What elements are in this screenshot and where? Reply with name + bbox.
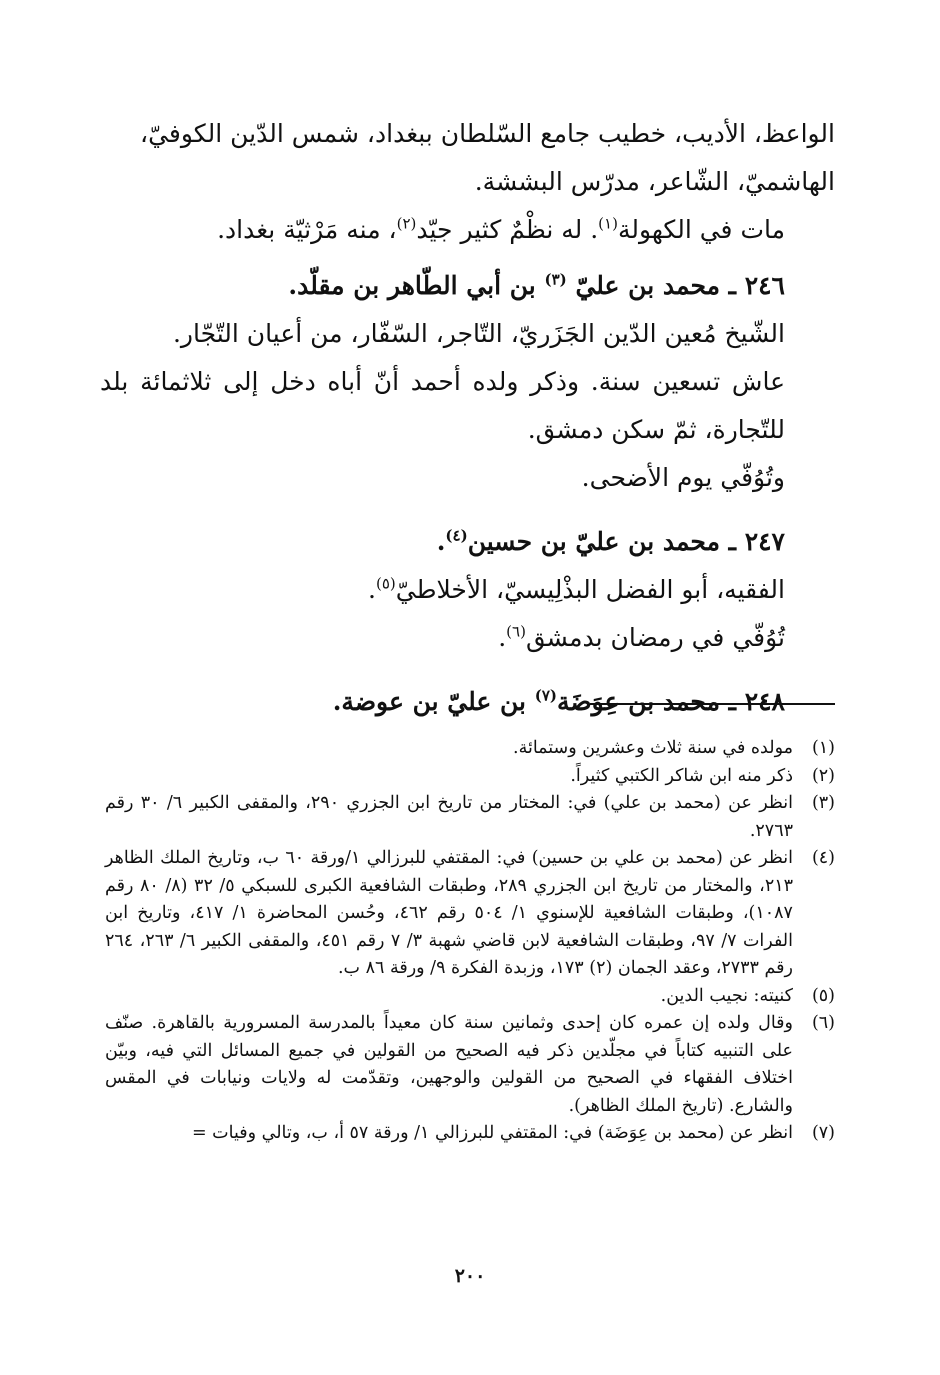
footnote-6 xyxy=(105,1010,835,1120)
footnote-number: (٥) xyxy=(811,985,835,1006)
footnote-ref-7[interactable]: (٧) xyxy=(534,686,557,705)
footnote-ref-1[interactable]: (١) xyxy=(598,214,618,233)
footnote-ref-2[interactable]: (٢) xyxy=(396,214,417,233)
footnote-text: انظر عن (محمد بن علي) في: المختار من تاريخ ابن الجزري ٢٩٠، والمقفى الكبير ٦/ ٣٠ رقم ٢٧٦٣. xyxy=(105,793,793,841)
entry-247-death: تُوُفّي في رمضان بدمشق$^{(٦)}$. xyxy=(498,622,785,652)
footnotes xyxy=(105,735,835,1148)
main-text xyxy=(100,110,835,726)
footnote-number: (٣) xyxy=(811,793,835,813)
footnote-number: (١) xyxy=(811,738,835,758)
footnote-ref-5[interactable]: (٥) xyxy=(376,574,396,593)
continuation-line-1: الواعظ، الأديب، خطيب جامع السّلطان ببغداد، شمس الدّين الكوفيّ، xyxy=(140,119,835,148)
entry-246-description: الشّيخ مُعين الدّين الجَزَريّ، التّاجر، السّفّار، من أعيان التّجّار. xyxy=(172,319,785,348)
entry-247-description: الفقيه، أبو الفضل البذْلِيسيّ، الأخلاطيّ$^{(٥)}$. xyxy=(368,574,785,604)
continuation-line-2: الهاشميّ، الشّاعر، مدرّس البششة. xyxy=(474,167,835,196)
footnote-ref-3[interactable]: (٣) xyxy=(544,270,567,289)
footnote-2 xyxy=(105,763,835,791)
footnote-number: (٦) xyxy=(811,1013,835,1033)
entry-246-heading: ٢٤٦ ـ محمد بن عليّ $^{(٣)}$ بن أبي الطّاهر بن مقلّد. xyxy=(288,270,785,300)
footnote-text: وقال ولده إن عمره كان إحدى وثمانين سنة كان معيداً بالمدرسة المسرورية بالقاهرة. صنّف على التنبيه كتاباً في مجلّدين ذكر فيه الصحيح من القولين في جميع المسائل التي فيه، وبيّن اختلاف الفقهاء في الصحيح من القولين والوجهين، وتقدّمت له ولايات ونيابات في المقس والشارع. (تاريخ الملك الظاهر). xyxy=(105,1013,793,1116)
page-number: ٢٠٠ xyxy=(454,1265,486,1287)
footnote-3 xyxy=(105,790,835,845)
entry-248-heading: ٢٤٨ ـ محمد بن عِوَضَة$^{(٧)}$ بن عليّ بن عوضة. xyxy=(332,686,785,716)
footnote-number: (٤) xyxy=(811,848,835,868)
footnote-number: (٢) xyxy=(811,765,835,786)
entry-246-death: وتُوُفّي يوم الأضحى. xyxy=(581,463,785,492)
death-note: مات في الكهولة$^{(١)}$. له نظْمٌ كثير جيّد$^{(٢)}$، منه مَرْثيّة بغداد. xyxy=(217,214,785,244)
footnote-5 xyxy=(105,983,835,1011)
footnote-divider xyxy=(590,703,835,705)
footnote-7 xyxy=(105,1120,835,1148)
footnote-4 xyxy=(105,845,835,983)
entry-246-life: عاش تسعين سنة. وذكر ولده أحمد أنّ أباه دخل إلى ثلاثمائة بلد للتّجارة، ثمّ سكن دمشق. xyxy=(100,367,785,444)
footnote-text: كنيته: نجيب الدين. xyxy=(660,985,793,1006)
entry-247-heading: ٢٤٧ ـ محمد بن عليّ بن حسين$^{(٤)}$. xyxy=(436,526,785,556)
footnote-text: مولده في سنة ثلاث وعشرين وستمائة. xyxy=(513,738,793,758)
footnote-ref-6[interactable]: (٦) xyxy=(506,622,526,641)
footnote-text: انظر عن (محمد بن علي بن حسين) في: المقتفي للبرزالي ١/ورقة ٦٠ ب، وتاريخ الملك الظاهر ٢١٣، والمختار من تاريخ ابن الجزري ٢٨٩، وطبقات الشافعية الكبرى للسبكي ٥/ ٣٢ (٨/ ٨٠ رقم ١٠٨٧)، وطبقات الشافعية للإسنوي ١/ ٥٠٤ رقم ٤٦٢، وحُسن المحاضرة ١/ ٤١٧، وتاريخ ابن الفرات ٧/ ٩٧، وطبقات الشافعية لابن قاضي شهبة ٣/ ٧ رقم ٤٥١، والمقفى الكبير ٦/ ٢٦٣، ٢٦٤ رقم ٢٧٣٣، وعقد الجمان (٢) ١٧٣، وزبدة الفكرة ٩/ ورقة ٨٦ ب. xyxy=(105,848,794,978)
footnote-text: انظر عن (محمد بن عِوَضَة) في: المقتفي للبرزالي ١/ ورقة ٥٧ أ، ب، وتالي وفيات = xyxy=(191,1123,793,1143)
footnote-1 xyxy=(105,735,835,763)
footnote-number: (٧) xyxy=(811,1123,835,1143)
footnote-ref-4[interactable]: (٤) xyxy=(445,526,468,545)
footnote-text: ذكر منه ابن شاكر الكتبي كثيراً. xyxy=(570,765,793,786)
